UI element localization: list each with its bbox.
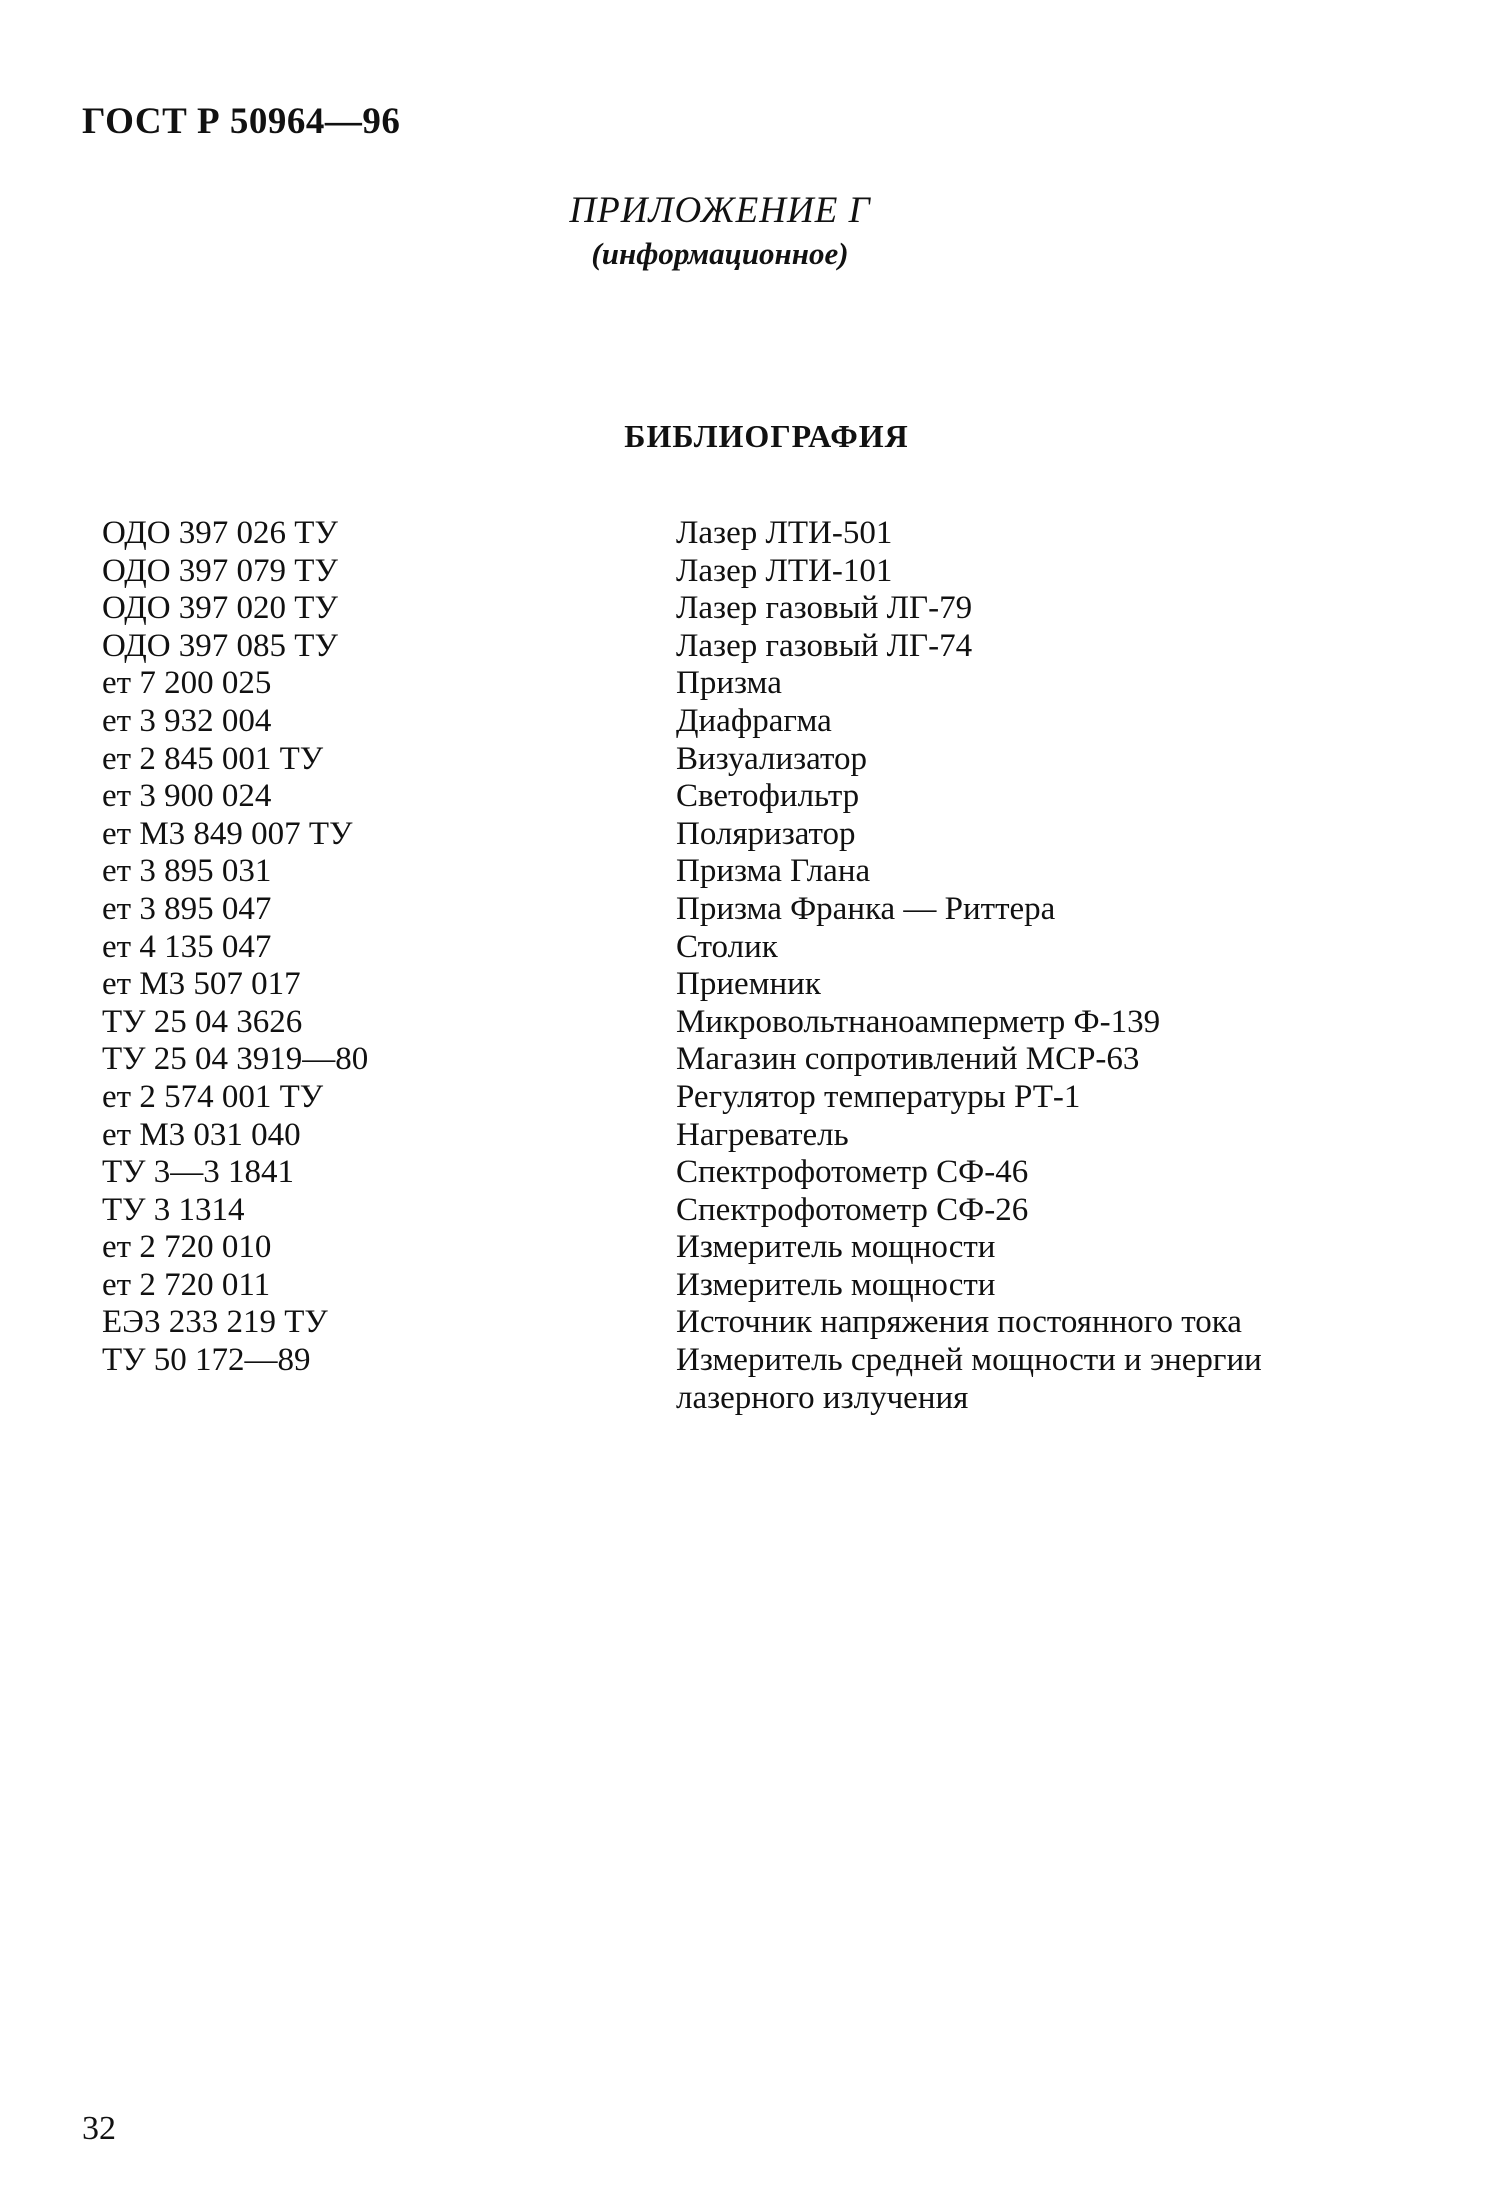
appendix-subtitle: (информационное): [591, 236, 849, 271]
bibliography-entry: [102, 1004, 1402, 1042]
entry-code: ОДО 397 079 ТУ: [102, 552, 338, 589]
entry-name: Измеритель средней мощности и энергии лазерного излучения: [676, 1342, 1262, 1416]
bibliography-entry: [102, 853, 1402, 891]
bibliography-entry: [102, 628, 1402, 666]
bibliography-entry: [102, 778, 1402, 816]
bibliography-entry: [102, 1192, 1402, 1230]
entry-code: ОДО 397 085 ТУ: [102, 627, 338, 664]
entry-name: Источник напряжения постоянного тока: [676, 1304, 1242, 1341]
entry-code: ОДО 397 020 ТУ: [102, 590, 338, 627]
entry-name: Визуализатор: [676, 740, 867, 777]
appendix-heading: [520, 188, 920, 274]
bibliography-entry: [102, 1304, 1402, 1342]
bibliography-entry: [102, 1117, 1402, 1155]
entry-code: ет 2 574 001 ТУ: [102, 1078, 324, 1115]
entry-name: Лазер ЛТИ-101: [676, 552, 893, 589]
entry-code: ет 2 845 001 ТУ: [102, 740, 324, 777]
bibliography-entry: [102, 1342, 1402, 1417]
bibliography-entry: [102, 1154, 1402, 1192]
bibliography-entry: [102, 1229, 1402, 1267]
bibliography-list: [102, 515, 1402, 1417]
entry-code: ет 3 895 031: [102, 853, 272, 890]
entry-code: ет 3 895 047: [102, 890, 272, 927]
entry-name: Призма Франка — Риттера: [676, 890, 1056, 927]
entry-name: Поляризатор: [676, 815, 856, 852]
entry-code: ТУ 25 04 3626: [102, 1003, 303, 1040]
bibliography-entry: [102, 515, 1402, 553]
entry-code: ет М3 507 017: [102, 966, 301, 1003]
entry-name: Измеритель мощности: [676, 1266, 996, 1303]
entry-name: Лазер газовый ЛГ-79: [676, 590, 973, 627]
entry-name: Лазер ЛТИ-501: [676, 515, 893, 551]
entry-code: ТУ 25 04 3919—80: [102, 1041, 369, 1078]
entry-code: ет 2 720 010: [102, 1229, 272, 1266]
document-id: ГОСТ Р 50964—96: [82, 101, 401, 142]
entry-name: Светофильтр: [676, 778, 860, 815]
bibliography-entry: [102, 891, 1402, 929]
page-number: 32: [82, 2110, 116, 2147]
bibliography-entry: [102, 929, 1402, 967]
entry-name: Лазер газовый ЛГ-74: [676, 627, 973, 664]
bibliography-entry: [102, 1079, 1402, 1117]
entry-code: ТУ 3 1314: [102, 1191, 245, 1228]
entry-code: ет М3 849 007 ТУ: [102, 815, 353, 852]
bibliography-entry: [102, 665, 1402, 703]
entry-name: Приемник: [676, 966, 821, 1003]
bibliography-entry: [102, 741, 1402, 779]
bibliography-entry: [102, 553, 1402, 591]
bibliography-title: БИБЛИОГРАФИЯ: [624, 418, 909, 454]
entry-code: ЕЭ3 233 219 ТУ: [102, 1304, 328, 1341]
entry-code: ет 3 932 004: [102, 702, 272, 739]
entry-code: ет 7 200 025: [102, 665, 272, 702]
entry-name: Нагреватель: [676, 1116, 849, 1153]
entry-name: Спектрофотометр СФ-46: [676, 1154, 1029, 1191]
entry-code: ОДО 397 026 ТУ: [102, 515, 338, 551]
entry-name: Столик: [676, 928, 778, 965]
entry-name: Призма Глана: [676, 853, 871, 890]
entry-name: Магазин сопротивлений МСР-63: [676, 1041, 1140, 1078]
appendix-title: ПРИЛОЖЕНИЕ Г: [569, 190, 871, 231]
entry-name: Регулятор температуры РТ-1: [676, 1078, 1081, 1115]
bibliography-entry: [102, 816, 1402, 854]
entry-code: ет 4 135 047: [102, 928, 272, 965]
entry-code: ет 2 720 011: [102, 1266, 271, 1303]
entry-name: Диафрагма: [676, 702, 832, 739]
bibliography-entry: [102, 1267, 1402, 1305]
entry-name: Микровольтнаноамперметр Ф-139: [676, 1003, 1161, 1040]
bibliography-entry: [102, 590, 1402, 628]
entry-code: ет 3 900 024: [102, 778, 272, 815]
entry-name: Измеритель мощности: [676, 1229, 996, 1266]
entry-name: Призма: [676, 665, 782, 702]
bibliography-entry: [102, 703, 1402, 741]
entry-code: ет М3 031 040: [102, 1116, 301, 1153]
entry-code: ТУ 50 172—89: [102, 1342, 311, 1379]
entry-name: Спектрофотометр СФ-26: [676, 1191, 1029, 1228]
bibliography-entry: [102, 966, 1402, 1004]
bibliography-entry: [102, 1041, 1402, 1079]
entry-code: ТУ 3—3 1841: [102, 1154, 295, 1191]
